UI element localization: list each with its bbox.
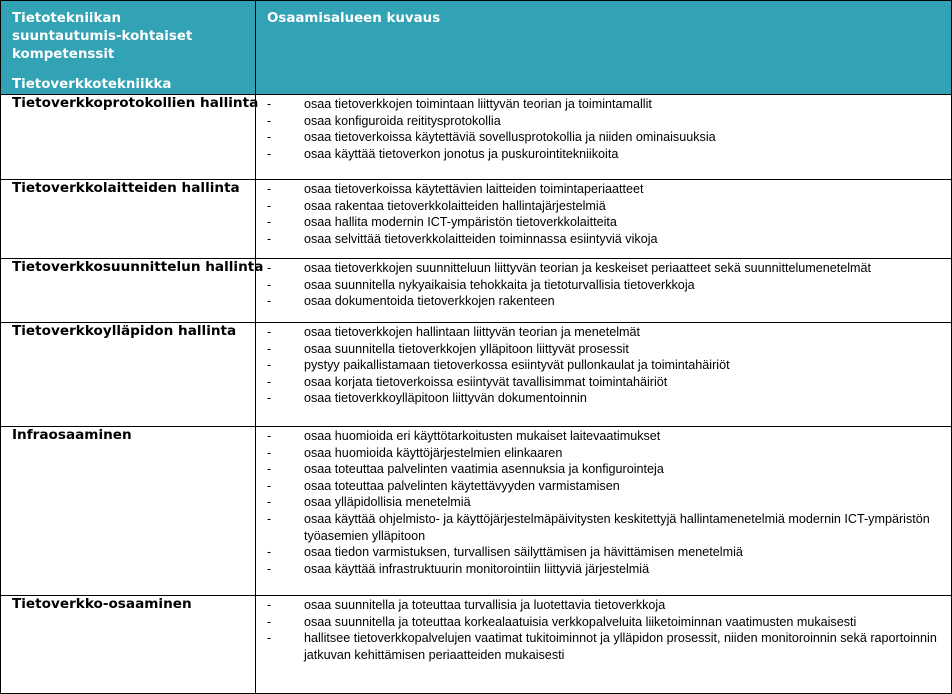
dash-bullet-icon: - (267, 325, 272, 339)
competence-label: Tietoverkko-osaaminen (1, 596, 256, 694)
list-item (266, 260, 951, 277)
dash-bullet-icon: - (267, 445, 272, 460)
list-item-text: osaa käyttää infrastruktuurin monitorointiin liittyviä järjestelmiä (304, 561, 650, 576)
dash-bullet-icon: - (267, 561, 272, 576)
list-item-text: osaa huomioida käyttöjärjestelmien elinkaaren (304, 445, 563, 460)
list-item-text: osaa tietoverkkojen suunnitteluun liittyvän teorian ja keskeiset periaatteet sekä suunnittelumenetelmät (304, 261, 872, 275)
list-item (266, 511, 951, 544)
dash-bullet-icon: - (267, 277, 272, 292)
description-list (266, 428, 951, 577)
list-item (266, 324, 951, 341)
list-item-text: osaa toteuttaa palvelinten käytettävyyden varmistamisen (304, 478, 620, 493)
dash-bullet-icon: - (267, 391, 272, 406)
dash-bullet-icon: - (267, 598, 272, 612)
dash-bullet-icon: - (267, 294, 272, 309)
list-item-text: osaa dokumentoida tietoverkkojen rakenteen (304, 294, 555, 309)
dash-bullet-icon: - (267, 130, 272, 145)
dash-bullet-icon: - (267, 495, 272, 510)
dash-bullet-icon: - (267, 341, 272, 356)
list-item (266, 146, 951, 163)
list-item-text: osaa suunnitella ja toteuttaa turvallisia ja luotettavia tietoverkkoja (304, 598, 666, 612)
header-competence-column (1, 1, 256, 95)
list-item (266, 614, 951, 631)
list-item (266, 390, 951, 407)
dash-bullet-icon: - (267, 374, 272, 389)
list-item-text: osaa konfiguroida reititysprotokollia (304, 113, 501, 128)
list-item-text: osaa tietoverkkoylläpitoon liittyvän dokumentoinnin (304, 391, 587, 406)
dash-bullet-icon: - (267, 545, 272, 560)
list-item-text: osaa hallita modernin ICT-ympäristön tietoverkkolaitteita (304, 215, 617, 230)
list-item-text: osaa toteuttaa palvelinten vaatimia asennuksia ja konfigurointeja (304, 462, 664, 477)
list-item (266, 494, 951, 511)
header-description-title: Osaamisalueen kuvaus (267, 11, 441, 26)
list-item (266, 478, 951, 495)
dash-bullet-icon: - (267, 146, 272, 161)
list-item-text: osaa tietoverkkojen toimintaan liittyvän teorian ja toimintamallit (304, 97, 652, 111)
list-item-text: osaa käyttää tietoverkon jonotus ja puskurointitekniikoita (304, 146, 619, 161)
dash-bullet-icon: - (267, 429, 272, 443)
description-cell (256, 427, 952, 596)
list-item (266, 214, 951, 231)
description-list (266, 181, 951, 247)
list-item-text: osaa tiedon varmistuksen, turvallisen säilyttämisen ja hävittämisen menetelmiä (304, 545, 743, 560)
dash-bullet-icon: - (267, 182, 272, 196)
list-item-text: osaa korjata tietoverkoissa esiintyvät tavallisimmat toimintahäiriöt (304, 374, 668, 389)
list-item-text: osaa suunnitella ja toteuttaa korkealaatuisia verkkopalveluita liiketoiminnan vaatimusten mukaisesti (304, 614, 857, 629)
list-item (266, 198, 951, 215)
dash-bullet-icon: - (267, 358, 272, 373)
list-item (266, 231, 951, 248)
list-item-text: osaa suunnitella tietoverkkojen ylläpitoon liittyvät prosessit (304, 341, 629, 356)
list-item-text: hallitsee tietoverkkopalvelujen vaatimat tukitoiminnot ja ylläpidon prosessit, niiden monitoroinnin sekä raportoinnin jatkuvan kehittämisen periaatteiden mukaisesti (304, 631, 937, 662)
list-item (266, 461, 951, 478)
list-item-text: osaa rakentaa tietoverkkolaitteiden hallintajärjestelmiä (304, 198, 606, 213)
table-row (1, 259, 952, 323)
list-item-text: pystyy paikallistamaan tietoverkossa esiintyvät pullonkaulat ja toimintahäiriöt (304, 358, 730, 373)
list-item (266, 96, 951, 113)
list-item (266, 597, 951, 614)
competence-label: Infraosaaminen (1, 427, 256, 596)
description-list (266, 597, 951, 663)
header-competence-subtitle: Tietoverkkotekniikka (12, 77, 172, 92)
list-item-text: osaa suunnitella nykyaikaisia tehokkaita ja tietoturvallisia tietoverkkoja (304, 277, 695, 292)
competence-label: Tietoverkkosuunnittelun hallinta (1, 259, 256, 323)
dash-bullet-icon: - (267, 113, 272, 128)
table-row (1, 95, 952, 180)
list-item-text: osaa huomioida eri käyttötarkoitusten mukaiset laitevaatimukset (304, 429, 661, 443)
list-item (266, 428, 951, 445)
list-item (266, 341, 951, 358)
description-cell (256, 596, 952, 694)
description-list (266, 324, 951, 407)
description-cell (256, 95, 952, 180)
dash-bullet-icon: - (267, 231, 272, 246)
table-row (1, 427, 952, 596)
description-cell (256, 180, 952, 259)
dash-bullet-icon: - (267, 97, 272, 111)
list-item (266, 374, 951, 391)
list-item (266, 293, 951, 310)
header-competence-title: Tietotekniikan suuntautumis-kohtaiset kompetenssit (12, 11, 193, 62)
dash-bullet-icon: - (267, 215, 272, 230)
list-item-text: osaa käyttää ohjelmisto- ja käyttöjärjestelmäpäivitysten keskitettyjä hallintamenetelmiä modernin ICT-ympäristön työasemien ylläpitoon (304, 511, 930, 543)
competence-label: Tietoverkkoylläpidon hallinta (1, 323, 256, 427)
list-item (266, 129, 951, 146)
list-item (266, 277, 951, 294)
list-item (266, 113, 951, 130)
description-cell (256, 259, 952, 323)
list-item (266, 561, 951, 578)
description-cell (256, 323, 952, 427)
dash-bullet-icon: - (267, 462, 272, 477)
competence-label: Tietoverkkolaitteiden hallinta (1, 180, 256, 259)
dash-bullet-icon: - (267, 614, 272, 629)
list-item-text: osaa tietoverkoissa käytettäviä sovellusprotokollia ja niiden ominaisuuksia (304, 130, 716, 145)
list-item (266, 357, 951, 374)
list-item (266, 544, 951, 561)
table-row (1, 596, 952, 694)
table-header-row (1, 1, 952, 95)
list-item-text: osaa selvittää tietoverkkolaitteiden toiminnassa esiintyviä vikoja (304, 231, 658, 246)
list-item-text: osaa ylläpidollisia menetelmiä (304, 495, 471, 510)
dash-bullet-icon: - (267, 631, 272, 646)
list-item (266, 630, 951, 663)
competence-label: Tietoverkkoprotokollien hallinta (1, 95, 256, 180)
list-item-text: osaa tietoverkkojen hallintaan liittyvän teorian ja menetelmät (304, 325, 641, 339)
dash-bullet-icon: - (267, 198, 272, 213)
header-description-column (256, 1, 952, 95)
dash-bullet-icon: - (267, 478, 272, 493)
list-item-text: osaa tietoverkoissa käytettävien laitteiden toimintaperiaatteet (304, 182, 644, 196)
description-list (266, 260, 951, 310)
dash-bullet-icon: - (267, 261, 272, 275)
list-item (266, 445, 951, 462)
table-row (1, 323, 952, 427)
description-list (266, 96, 951, 162)
dash-bullet-icon: - (267, 511, 272, 526)
table-row (1, 180, 952, 259)
list-item (266, 181, 951, 198)
